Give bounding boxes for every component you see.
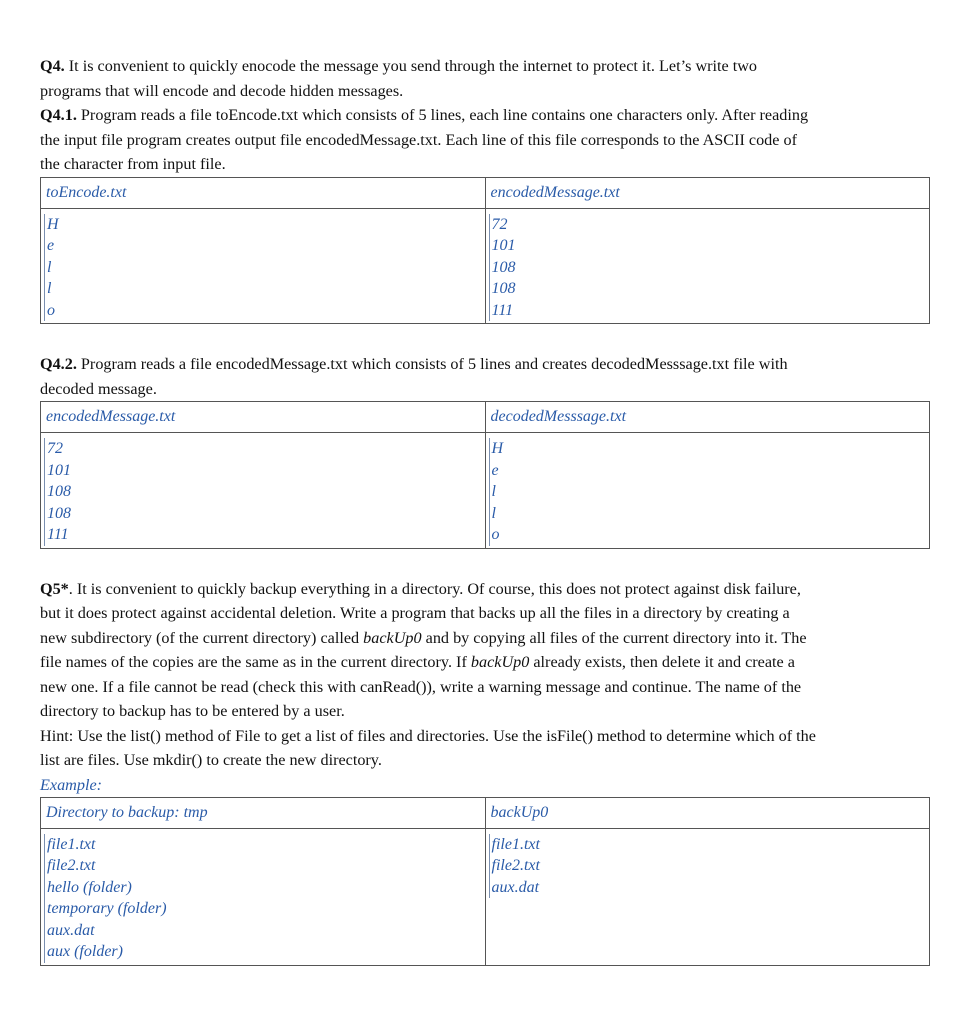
q41-right-line: 101 [489,235,930,257]
q41-text-line3: the character from input file. [40,155,226,173]
q5-line4 [40,650,930,675]
q42-left-line: 72 [44,438,485,460]
q41-left-cell [41,208,486,324]
q5-hint-line1: Hint: Use the list() method of File to get a list of files and directories. Use the isFile() method to determine which of the [40,726,816,745]
document-page [40,54,930,966]
q42-right-line: H [489,438,930,460]
q5-example-label: Example: [40,775,103,794]
q5-line1 [40,577,930,602]
q42-left-line: 108 [44,481,485,503]
q41-right-line: 108 [489,257,930,279]
q5-right-cell [485,828,930,965]
q42-left-lines [44,438,485,546]
q41-right-header: encodedMessage.txt [485,177,930,208]
q41-right-line: 72 [489,214,930,236]
q4-text-line2: programs that will encode and decode hidden messages. [40,81,404,100]
q41-left-line: l [44,257,485,279]
q41-left-line: l [44,278,485,300]
q5-right-line: file2.txt [489,855,930,877]
q5-left-header: Directory to backup: tmp [41,797,486,828]
q41-paragraph [40,103,930,128]
q42-left-line: 101 [44,460,485,482]
q41-left-lines [44,214,485,322]
q41-left-line: o [44,300,485,322]
q42-right-header: decodedMesssage.txt [485,402,930,433]
q41-left-line: H [44,214,485,236]
q42-text-line2: decoded message. [40,379,157,398]
q5-right-header: backUp0 [485,797,930,828]
q41-right-line: 111 [489,300,930,322]
q42-right-line: l [489,481,930,503]
q5-left-line: file1.txt [44,834,485,856]
q41-left-header: toEncode.txt [41,177,486,208]
q4-text-line1: It is convenient to quickly enocode the message you send through the internet to protect it. Let’s write two [64,57,758,75]
q5-left-cell [41,828,486,965]
q42-right-lines [489,438,930,546]
q42-label: Q4.2. [40,355,77,373]
q5-line3-start: new subdirectory (of the current directory) called [40,628,364,647]
q5-table [40,797,930,966]
q42-paragraph [40,352,930,377]
q5-right-line: file1.txt [489,834,930,856]
q5-line6: directory to backup has to be entered by a user. [40,702,345,720]
q5-line4-start: file names of the copies are the same as in the current directory. If [40,653,471,671]
q4-paragraph [40,54,930,79]
q41-right-line: 108 [489,278,930,300]
q5-left-line: file2.txt [44,855,485,877]
q42-text-line1: Program reads a file encodedMessage.txt which consists of 5 lines and creates decodedMesssage.txt file with [76,355,788,373]
q41-text-line1: Program reads a file toEncode.txt which consists of 5 lines, each line contains one characters only. After reading [76,106,809,124]
q41-label: Q4.1. [40,106,77,124]
q5-left-line: hello (folder) [44,877,485,899]
q5-line5: new one. If a file cannot be read (check this with canRead()), write a warning message and continue. The name of the [40,677,802,696]
q42-table [40,401,930,549]
q5-line3 [40,626,930,651]
q42-left-header: encodedMessage.txt [41,402,486,433]
q5-right-line: aux.dat [489,877,930,899]
q41-right-lines [489,214,930,322]
q5-backup-name: backUp0 [363,628,422,647]
q42-right-line: o [489,524,930,546]
q5-left-line: aux (folder) [44,941,485,963]
q42-left-line: 111 [44,524,485,546]
q4-label: Q4. [40,57,65,75]
q5-left-line: aux.dat [44,920,485,942]
q5-line4-end: already exists, then delete it and create a [529,653,795,671]
q5-hint-line2: list are files. Use mkdir() to create the new directory. [40,751,382,769]
q42-left-cell [41,433,486,549]
q42-right-line: e [489,460,930,482]
q41-text-line2: the input file program creates output file encodedMessage.txt. Each line of this file corresponds to the ASCII code of [40,130,797,149]
q5-line2: but it does protect against accidental deletion. Write a program that backs up all the files in a directory by creating a [40,604,790,622]
q42-left-line: 108 [44,503,485,525]
q5-left-lines [44,834,485,963]
q5-line3-end: and by copying all files of the current directory into it. The [421,628,807,647]
q42-right-line: l [489,503,930,525]
q5-line1-rest: . It is convenient to quickly backup everything in a directory. Of course, this does not protect against disk failure, [68,579,801,598]
q5-backup-name: backUp0 [470,653,530,671]
q41-right-cell [485,208,930,324]
q5-right-lines [489,834,930,899]
q42-right-cell [485,433,930,549]
q5-label: Q5* [40,579,69,598]
q41-table [40,177,930,325]
q41-left-line: e [44,235,485,257]
q5-left-line: temporary (folder) [44,898,485,920]
